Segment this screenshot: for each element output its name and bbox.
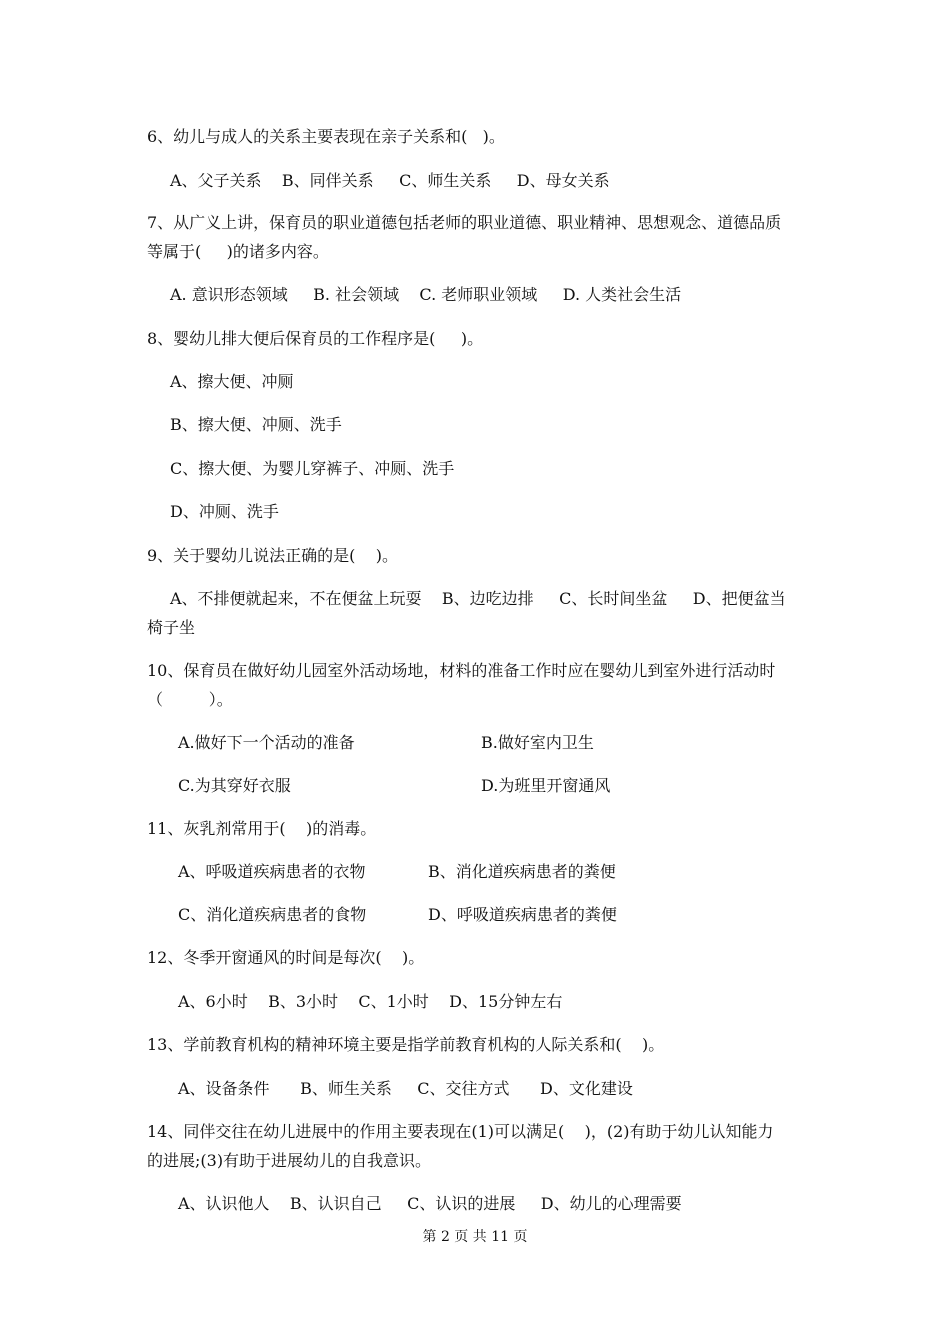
question-7-options: A. 意识形态领域 B. 社会领域 C. 老师职业领域 D. 人类社会生活 — [170, 285, 682, 304]
question-11-option-a: A、呼吸道疾病患者的衣物 — [178, 862, 366, 881]
question-7-stem-line2: 等属于( )的诸多内容。 — [147, 242, 329, 261]
question-10-option-b: B.做好室内卫生 — [481, 733, 594, 752]
question-12-stem: 12、冬季开窗通风的时间是每次( )。 — [147, 948, 425, 967]
question-8-option-b: B、擦大便、冲厕、洗手 — [170, 415, 342, 434]
question-14-options: A、认识他人 B、认识自己 C、认识的进展 D、幼儿的心理需要 — [178, 1194, 682, 1213]
question-10-option-a: A.做好下一个活动的准备 — [178, 733, 355, 752]
question-13-stem: 13、学前教育机构的精神环境主要是指学前教育机构的人际关系和( )。 — [147, 1035, 665, 1054]
question-11-option-c: C、消化道疾病患者的食物 — [178, 905, 367, 924]
question-8-option-a: A、擦大便、冲厕 — [170, 372, 294, 391]
question-9-stem: 9、关于婴幼儿说法正确的是( )。 — [147, 546, 399, 565]
question-10-stem-line2: （ ）。 — [147, 690, 233, 709]
question-6-options: A、父子关系 B、同伴关系 C、师生关系 D、母女关系 — [170, 171, 610, 190]
question-9-options-line1: A、不排便就起来，不在便盆上玩耍 B、边吃边排 C、长时间坐盆 D、把便盆当 — [170, 589, 786, 608]
question-14-stem-line2: 的进展;(3)有助于进展幼儿的自我意识。 — [147, 1151, 432, 1170]
question-6-stem: 6、幼儿与成人的关系主要表现在亲子关系和( )。 — [147, 127, 505, 146]
question-14-stem-line1: 14、同伴交往在幼儿进展中的作用主要表现在(1)可以满足( )，(2)有助于幼儿认知能力 — [147, 1122, 774, 1141]
question-11-stem: 11、灰乳剂常用于( )的消毒。 — [147, 819, 377, 838]
question-10-stem-line1: 10、保育员在做好幼儿园室外活动场地，材料的准备工作时应在婴幼儿到室外进行活动时 — [147, 661, 776, 680]
question-10-option-c: C.为其穿好衣服 — [178, 776, 291, 795]
question-8-stem: 8、婴幼儿排大便后保育员的工作程序是( )。 — [147, 329, 484, 348]
question-8-option-c: C、擦大便、为婴儿穿裤子、冲厕、洗手 — [170, 459, 455, 478]
question-7-stem-line1: 7、从广义上讲，保育员的职业道德包括老师的职业道德、职业精神、思想观念、道德品质 — [147, 213, 782, 232]
question-9-options-line2: 椅子坐 — [147, 618, 196, 637]
question-13-options: A、设备条件 B、师生关系 C、交往方式 D、文化建设 — [178, 1079, 633, 1098]
question-11-option-b: B、消化道疾病患者的粪便 — [428, 862, 616, 881]
page-footer: 第 2 页 共 11 页 — [422, 1229, 528, 1245]
question-10-option-d: D.为班里开窗通风 — [481, 776, 611, 795]
question-8-option-d: D、冲厕、洗手 — [170, 502, 279, 521]
question-12-options: A、6小时 B、3小时 C、1小时 D、15分钟左右 — [178, 992, 563, 1011]
question-11-option-d: D、呼吸道疾病患者的粪便 — [428, 905, 617, 924]
